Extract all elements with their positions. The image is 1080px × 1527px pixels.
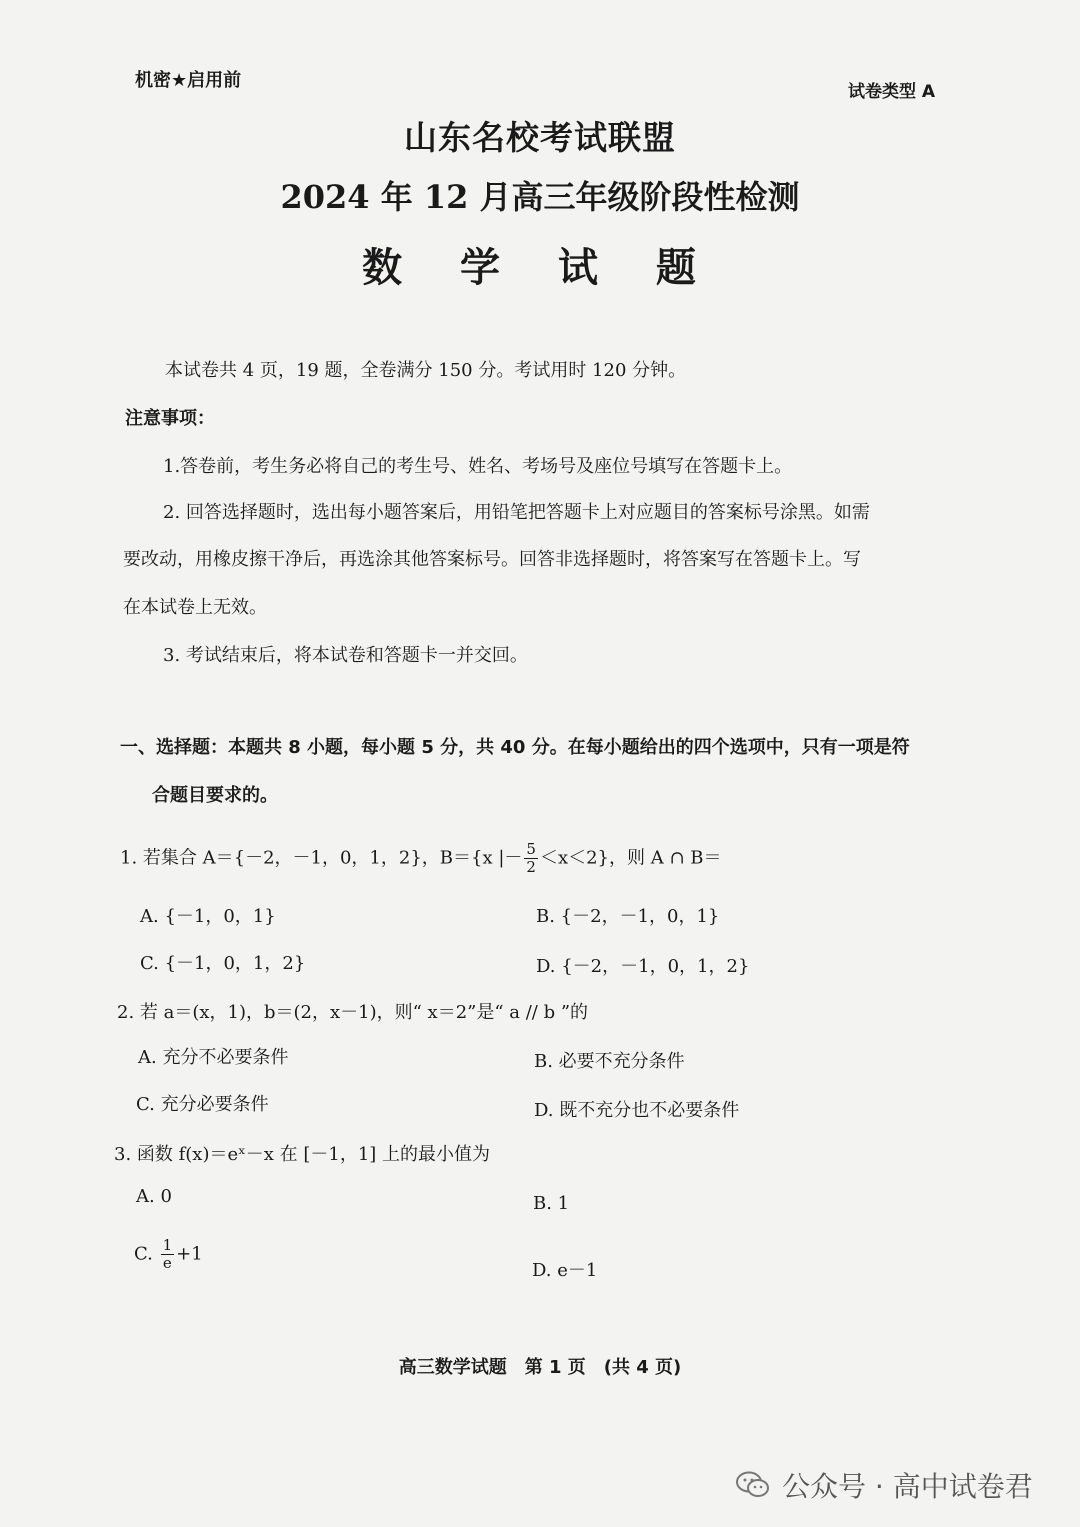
notice-item-2-line-3: 在本试卷上无效。 — [123, 597, 267, 618]
fraction-denominator: 2 — [526, 858, 536, 876]
question-2-stem: 2. 若 a＝(x，1)，b＝(2，x－1)，则“ x＝2”是“ a // b ”的 — [117, 1002, 589, 1023]
question-3-option-d: D. e－1 — [532, 1260, 598, 1281]
fraction-numerator: 1 — [162, 1236, 173, 1254]
section-1-heading-line-1: 一、选择题：本题共 8 小题，每小题 5 分，共 40 分。在每小题给出的四个选项中，只有一项是符 — [120, 737, 910, 758]
question-1-stem-post: ＜x＜2}，则 A ∩ B＝ — [539, 847, 722, 869]
page-footer: 高三数学试题 第 1 页 (共 4 页) — [398, 1357, 682, 1378]
question-1-option-a: A. {－1，0，1} — [140, 906, 276, 927]
notice-item-1: 1.答卷前，考生务必将自己的考生号、姓名、考场号及座位号填写在答题卡上。 — [163, 456, 793, 477]
question-3-stem: 3. 函数 f(x)＝eˣ－x 在 [－1，1] 上的最小值为 — [114, 1144, 491, 1165]
confidential-label: 机密★启用前 — [135, 70, 242, 91]
exam-intro: 本试卷共 4 页，19 题，全卷满分 150 分。考试用时 120 分钟。 — [165, 360, 687, 381]
watermark-text: 公众号 · 高中试卷君 — [782, 1470, 1033, 1503]
question-3-option-c-rest: +1 — [176, 1243, 203, 1265]
fraction-numerator: 5 — [526, 840, 536, 858]
question-2-option-b: B. 必要不充分条件 — [534, 1051, 685, 1072]
question-2-option-a: A. 充分不必要条件 — [138, 1047, 289, 1068]
question-1-stem — [120, 841, 721, 876]
subject-title: 数 学 试 题 — [362, 244, 718, 291]
fraction-five-halves — [524, 841, 538, 876]
notice-item-2-line-1: 2. 回答选择题时，选出每小题答案后，用铅笔把答题卡上对应题目的答案标号涂黑。如需 — [163, 502, 870, 523]
question-3-option-c-label: C. — [134, 1243, 153, 1265]
question-1-option-b: B. {－2，－1，0，1} — [536, 906, 720, 927]
question-2-option-c: C. 充分必要条件 — [136, 1094, 269, 1115]
question-1-option-d: D. {－2，－1，0，1，2} — [536, 956, 750, 977]
notice-title: 注意事项： — [125, 408, 215, 429]
fraction-one-over-e — [161, 1237, 175, 1272]
question-3-option-b: B. 1 — [533, 1193, 570, 1214]
fraction-denominator: e — [162, 1254, 172, 1272]
watermark — [736, 1465, 1033, 1505]
notice-item-2-line-2: 要改动，用橡皮擦干净后，再选涂其他答案标号。回答非选择题时，将答案写在答题卡上。写 — [123, 549, 861, 570]
question-1-option-c: C. {－1，0，1，2} — [140, 953, 306, 974]
exam-title: 2024 年 12 月高三年级阶段性检测 — [280, 178, 800, 216]
question-3-option-c — [134, 1237, 203, 1272]
question-3-option-a: A. 0 — [136, 1186, 172, 1207]
section-1-heading-line-2: 合题目要求的。 — [152, 785, 278, 806]
notice-item-3: 3. 考试结束后，将本试卷和答题卡一并交回。 — [163, 645, 528, 666]
question-2-option-d: D. 既不充分也不必要条件 — [534, 1100, 740, 1121]
question-1-stem-pre: 1. 若集合 A＝{－2，－1，0，1，2}，B＝{x |－ — [120, 847, 523, 869]
wechat-icon — [736, 1471, 770, 1499]
org-title: 山东名校考试联盟 — [404, 118, 676, 157]
paper-type-label: 试卷类型 A — [848, 82, 936, 102]
